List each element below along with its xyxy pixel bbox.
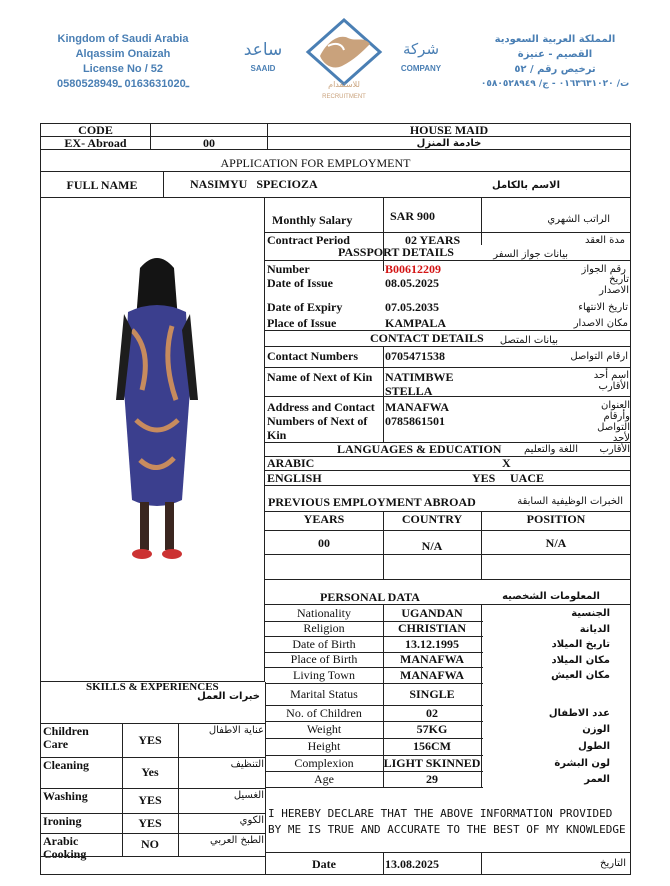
code-label: CODE xyxy=(40,123,151,137)
personal-label: Place of Birth xyxy=(290,652,358,666)
logo-right-ar: شركة xyxy=(402,40,440,58)
english-value: YES xyxy=(472,471,496,485)
prev-employment-title: PREVIOUS EMPLOYMENT ABROAD xyxy=(268,495,476,509)
divider xyxy=(481,852,482,875)
header-en-line1: Kingdom of Saudi Arabia xyxy=(57,33,189,45)
skill-value: YES xyxy=(138,793,162,807)
next-kin-ar: اسم أحد الأقارب xyxy=(593,370,629,392)
house-maid-label: HOUSE MAID xyxy=(267,123,631,137)
divider xyxy=(265,554,631,555)
education-value: UACE xyxy=(510,471,545,485)
passport-number-value: B00612209 xyxy=(385,262,442,276)
expiry-date-value: 07.05.2035 xyxy=(385,300,439,314)
divider xyxy=(383,604,384,787)
personal-data-ar: المعلومات الشخصيه xyxy=(502,591,600,602)
personal-label: Date of Birth xyxy=(292,637,356,651)
passport-details-title: PASSPORT DETAILS xyxy=(338,245,454,259)
logo-bottom-en: RECRUITMENT xyxy=(322,94,366,100)
skill-label: Arabic Cooking xyxy=(43,834,87,861)
skill-label: Ironing xyxy=(43,814,82,828)
issue-date-ar: تاريخ الاصدار xyxy=(599,274,629,296)
personal-label-ar: الديانة xyxy=(579,624,610,635)
header-en-line3: License No / 52 xyxy=(82,63,164,75)
contact-numbers-value: 0705471538 xyxy=(385,349,445,363)
address-value-2: 0785861501 xyxy=(385,414,445,428)
full-name-label: FULL NAME xyxy=(40,171,164,198)
divider xyxy=(122,723,123,856)
divider xyxy=(40,856,266,857)
header-ar-line1: المملكة العربية السعودية xyxy=(494,34,616,45)
personal-label: Complexion xyxy=(294,756,354,770)
contact-numbers-ar: ارقام التواصل xyxy=(570,351,628,362)
divider xyxy=(265,456,631,457)
prev-employment-ar: الخبرات الوظيفية السابقة xyxy=(517,496,623,507)
contact-details-ar: بيانات المتصل xyxy=(499,335,558,346)
personal-value: 29 xyxy=(426,772,438,786)
full-name-value: NASIMYU SPECIOZA xyxy=(190,177,318,191)
contract-period-label: Contract Period xyxy=(267,233,350,247)
prev-position-value: N/A xyxy=(545,536,567,550)
personal-label-ar: الطول xyxy=(578,741,610,752)
english-label: ENGLISH xyxy=(267,471,322,485)
skill-value: NO xyxy=(141,837,159,851)
divider xyxy=(265,396,631,397)
monthly-salary-ar: الراتب الشهري xyxy=(547,214,610,225)
expiry-date-ar: تاريخ الانتهاء xyxy=(578,302,628,313)
divider xyxy=(265,485,631,486)
skill-value: Yes xyxy=(141,765,159,779)
personal-label-ar: الجنسية xyxy=(571,608,610,619)
passport-details-ar: بيانات جواز السفر xyxy=(493,249,568,260)
skills-title-ar: خبرات العمل xyxy=(197,691,260,702)
contract-period-ar: مدة العقد xyxy=(585,235,625,246)
skill-label-ar: الطبخ العربي xyxy=(210,835,264,846)
arabic-value: X xyxy=(502,456,511,470)
personal-label: Religion xyxy=(303,621,345,635)
place-issue-ar: مكان الاصدار xyxy=(573,318,628,329)
divider xyxy=(481,197,482,245)
personal-label-ar: مكان الميلاد xyxy=(551,655,610,666)
personal-label-ar: لون البشرة xyxy=(554,758,610,769)
header-en-line4: ـ0163631020 ـ0580528949 xyxy=(57,78,189,90)
personal-value: 156CM xyxy=(413,739,451,753)
header-ar-line3: ترخيص رقم / ٥٢ xyxy=(514,64,596,75)
skill-label: Washing xyxy=(43,789,88,803)
personal-value: CHRISTIAN xyxy=(397,621,466,635)
personal-label: No. of Children xyxy=(286,706,362,720)
skill-label: Cleaning xyxy=(43,758,90,772)
divider xyxy=(178,723,179,856)
date-ar: التاريخ xyxy=(600,858,626,869)
divider xyxy=(383,852,384,875)
contract-period-value: 02 YEARS xyxy=(405,233,461,247)
place-issue-label: Place of Issue xyxy=(267,316,337,330)
ex-abroad-label: EX- Abroad xyxy=(40,136,151,150)
company-header-en xyxy=(28,32,218,92)
next-kin-value: NATIMBWE STELLA xyxy=(385,370,454,398)
logo-right-en: COMPANY xyxy=(400,64,442,73)
skill-label-ar: الغسيل xyxy=(233,790,264,801)
handshake-icon xyxy=(298,16,390,86)
languages-title-ar: اللغة والتعليم xyxy=(524,444,578,455)
candidate-photo xyxy=(112,250,202,565)
next-kin-label: Name of Next of Kin xyxy=(267,370,373,384)
prev-years-value: 00 xyxy=(318,536,330,550)
divider xyxy=(265,682,266,875)
personal-value: MANAFWA xyxy=(400,652,464,666)
ex-abroad-value: 00 xyxy=(150,136,268,150)
passport-number-label: Number xyxy=(267,262,310,276)
personal-value: MANAFWA xyxy=(400,668,464,682)
divider xyxy=(265,346,631,347)
personal-label: Weight xyxy=(306,722,342,736)
divider xyxy=(383,346,384,442)
skill-value: YES xyxy=(138,816,162,830)
prev-country-value: N/A xyxy=(421,539,443,553)
full-name-ar: الاسم بالكامل xyxy=(492,180,560,191)
header-ar-line4: ت/ ٠١٦٣٦٣١٠٢٠ - ج/ ٠٥٨٠٥٢٨٩٤٩ xyxy=(480,79,630,89)
logo-left-ar: ساعد xyxy=(243,40,283,60)
divider xyxy=(265,787,483,788)
personal-label: Living Town xyxy=(293,668,355,682)
personal-label: Marital Status xyxy=(290,687,358,701)
divider xyxy=(265,260,631,261)
prev-col-years: YEARS xyxy=(303,512,345,526)
prev-col-position: POSITION xyxy=(526,512,586,526)
monthly-salary-label: Monthly Salary xyxy=(272,213,353,227)
skill-label-ar: عناية الاطفال xyxy=(208,725,264,736)
logo-bottom-ar: للاستقدام xyxy=(328,80,360,89)
logo-left-en: SAAID xyxy=(250,64,276,73)
address-value-1: MANAFWA xyxy=(385,400,449,414)
issue-date-value: 08.05.2025 xyxy=(385,276,439,290)
personal-value: UGANDAN xyxy=(401,606,463,620)
personal-label-ar: تاريخ الميلاد xyxy=(551,639,610,650)
personal-value: SINGLE xyxy=(409,687,455,701)
divider xyxy=(265,530,631,531)
skill-label-ar: الكوي xyxy=(239,815,264,826)
languages-title: LANGUAGES & EDUCATION xyxy=(337,442,502,456)
address-label: Address and Contact Numbers of Next of Kin xyxy=(267,400,375,442)
house-maid-ar: خادمة المنزل xyxy=(267,136,631,150)
address-ar: العنوان وأرقام التواصل لأحد الأقارب xyxy=(597,400,630,455)
divider xyxy=(481,604,482,787)
header-en-line2: Alqassim Onaizah xyxy=(75,48,171,60)
place-issue-value: KAMPALA xyxy=(385,316,447,330)
personal-value: 57KG xyxy=(416,722,448,736)
contact-numbers-label: Contact Numbers xyxy=(267,349,358,363)
company-header-ar xyxy=(466,32,644,92)
personal-value: LIGHT SKINNED xyxy=(383,756,481,770)
personal-value: 13.12.1995 xyxy=(405,637,459,651)
divider xyxy=(265,579,631,580)
personal-label: Nationality xyxy=(297,606,351,620)
date-value: 13.08.2025 xyxy=(385,857,439,871)
personal-label-ar: الوزن xyxy=(582,724,610,735)
personal-label-ar: العمر xyxy=(584,774,610,785)
divider xyxy=(265,852,631,853)
company-logo xyxy=(238,14,448,106)
skill-value: YES xyxy=(138,733,162,747)
application-title: APPLICATION FOR EMPLOYMENT xyxy=(220,156,411,170)
declaration-text: I HEREBY DECLARE THAT THE ABOVE INFORMATION PROVIDED BY ME IS TRUE AND ACCURATE TO THE BEST OF MY KNOWLEDGE xyxy=(268,807,626,836)
personal-data-title: PERSONAL DATA xyxy=(320,590,420,604)
personal-value: 02 xyxy=(426,706,438,720)
personal-label: Height xyxy=(307,739,341,753)
expiry-date-label: Date of Expiry xyxy=(267,300,343,314)
skills-title: SKILLS & EXPERIENCES xyxy=(86,681,219,693)
skill-label: Children Care xyxy=(43,724,89,751)
contact-details-title: CONTACT DETAILS xyxy=(370,331,484,345)
personal-label: Age xyxy=(314,772,334,786)
issue-date-label: Date of Issue xyxy=(267,276,333,290)
passport-number-ar: رقم الجواز xyxy=(581,264,626,275)
monthly-salary-value: SAR 900 xyxy=(390,209,436,223)
date-label: Date xyxy=(312,857,336,871)
personal-label-ar: مكان العيش xyxy=(551,670,610,681)
divider xyxy=(265,367,631,368)
arabic-label: ARABIC xyxy=(267,456,315,470)
personal-label-ar: عدد الاطفال xyxy=(548,708,610,719)
skill-label-ar: التنظيف xyxy=(230,759,264,770)
code-value-cell xyxy=(150,123,268,137)
prev-col-country: COUNTRY xyxy=(401,512,463,526)
header-ar-line2: القصيم - عنيزة xyxy=(517,49,593,60)
